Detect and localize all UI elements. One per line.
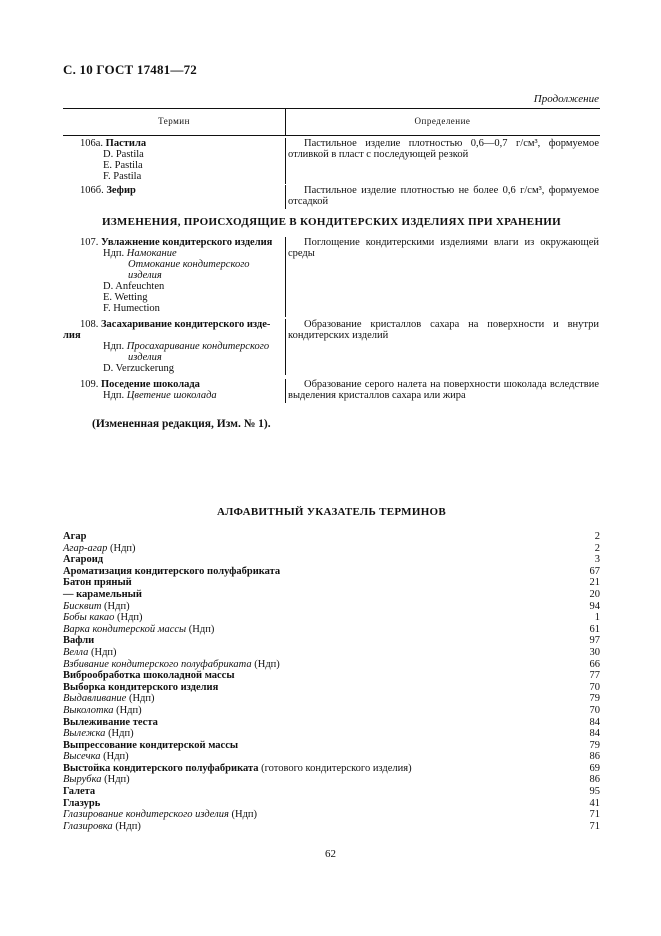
definition-cell <box>285 319 599 375</box>
index-page-ref: 69 <box>589 762 600 774</box>
index-page-ref: 41 <box>589 797 600 809</box>
index-term <box>63 728 134 740</box>
index-term <box>63 624 214 636</box>
index-page-ref: 84 <box>589 728 600 740</box>
index-page-ref: 95 <box>589 786 600 798</box>
term-number: 109. <box>80 379 99 390</box>
index-term <box>63 751 129 763</box>
index-row <box>63 647 600 659</box>
index-term <box>63 670 235 682</box>
index-row <box>63 531 600 543</box>
index-page-ref: 2 <box>594 531 600 542</box>
index-term-suffix: (Ндп) <box>113 704 142 716</box>
index-term <box>63 554 103 566</box>
ndp-label: Ндп. <box>103 390 125 401</box>
definition-text: Образование серого налета на поверхности шоколада вследствие выделения кристаллов сахара или жира <box>288 379 599 401</box>
index-term-text: Вафли <box>63 635 95 647</box>
term-entry-109 <box>63 379 600 403</box>
index-term-suffix: (Ндп) <box>228 809 258 821</box>
index-term-text: Бобы какао <box>63 612 115 624</box>
term-name-continued: лия <box>63 330 81 341</box>
index-row <box>63 635 600 647</box>
definition-cell <box>285 185 599 209</box>
index-term-suffix: (Ндп) <box>186 623 215 635</box>
index-term <box>63 543 136 555</box>
definition-text: Поглощение кондитерскими изделиями влаги из окружающей среды <box>288 237 599 259</box>
index-row <box>63 705 600 717</box>
page-header: С. 10 ГОСТ 17481—72 <box>63 62 197 77</box>
index-term-suffix: (Ндп) <box>101 600 130 612</box>
term-name: Засахаривание кондитерского изде- <box>101 319 271 330</box>
term-entry-107 <box>63 237 600 317</box>
index-term-text: Батон пряный <box>63 577 132 589</box>
index-term-suffix: (Ндп) <box>101 774 130 786</box>
index-term <box>63 566 280 578</box>
amendment-note: (Измененная редакция, Изм. № 1). <box>92 418 271 430</box>
index-term-text: Варка кондитерской массы <box>63 623 187 635</box>
term-cell <box>63 237 281 314</box>
index-page-ref: 71 <box>589 809 600 821</box>
term-name: Зефир <box>106 185 136 196</box>
index-row <box>63 740 600 752</box>
index-page-ref: 1 <box>594 612 600 624</box>
index-row <box>63 763 600 775</box>
index-term-text: Ароматизация кондитерского полуфабриката <box>63 565 281 577</box>
index-term <box>63 601 130 613</box>
index-page-ref: 97 <box>589 635 600 647</box>
index-term-text: Взбивание кондитерского полуфабриката <box>63 658 252 670</box>
index-term-text: Вылеживание теста <box>63 716 158 728</box>
index-page-ref: 21 <box>589 577 600 589</box>
index-page-ref: 86 <box>589 774 600 786</box>
term-cell <box>63 379 281 401</box>
index-term-text: Выпрессование кондитерской массы <box>63 739 239 751</box>
index-page-ref: 70 <box>589 681 600 693</box>
index-row <box>63 577 600 589</box>
index-term-suffix: (Ндп) <box>126 693 155 705</box>
foreign-term: D. Anfeuchten <box>103 281 165 292</box>
index-term <box>63 612 143 624</box>
index-term-text: Агар <box>63 531 87 542</box>
ndp-term: изделия <box>128 270 162 281</box>
index-term-text: Выстойка кондитерского полуфабриката <box>63 762 259 774</box>
index-term <box>63 577 132 589</box>
index-term-text: Выборка кондитерского изделия <box>63 681 219 693</box>
term-name: Поседение шоколада <box>101 379 200 390</box>
definition-cell <box>285 138 599 184</box>
index-term-text: Галета <box>63 786 96 798</box>
term-name: Увлажнение кондитерского изделия <box>101 237 273 248</box>
term-number: 106б. <box>80 185 104 196</box>
index-page-ref: 94 <box>589 600 600 612</box>
index-row <box>63 717 600 729</box>
term-cell <box>63 185 281 196</box>
index-term <box>63 821 141 833</box>
index-row <box>63 798 600 810</box>
index-term-text: Глазировка <box>63 820 113 832</box>
definition-column-header: Определение <box>414 116 471 126</box>
ndp-term: Отмокание кондитерского <box>128 259 250 270</box>
foreign-term: F. Pastila <box>103 171 142 182</box>
index-page-ref: 66 <box>589 658 600 670</box>
index-row <box>63 612 600 624</box>
foreign-term: F. Humection <box>103 303 160 314</box>
index-term <box>63 647 117 659</box>
term-number: 107. <box>80 237 99 248</box>
index-term <box>63 717 158 729</box>
index-row <box>63 589 600 601</box>
index-row <box>63 774 600 786</box>
term-entry-106b <box>63 185 600 209</box>
index-row <box>63 751 600 763</box>
index-page-ref: 77 <box>589 670 600 682</box>
index-page-ref: 2 <box>594 542 600 554</box>
index-term <box>63 589 142 601</box>
index-term-text: Агар-агар <box>63 542 108 554</box>
index-term-text: Выколотка <box>63 704 114 716</box>
index-page-ref: 20 <box>589 588 600 600</box>
index-row <box>63 786 600 798</box>
term-entry-108 <box>63 319 600 375</box>
index-term-suffix: (готового кондитерского изделия) <box>258 762 412 774</box>
index-term <box>63 531 86 543</box>
index-term <box>63 682 218 694</box>
ndp-label: Ндп. <box>103 341 125 352</box>
term-column-header: Термин <box>158 116 190 126</box>
index-term-text: Бисквит <box>63 600 102 612</box>
index-page-ref: 71 <box>589 820 600 832</box>
index-page-ref: 61 <box>589 623 600 635</box>
index-term <box>63 798 100 810</box>
section-title: ИЗМЕНЕНИЯ, ПРОИСХОДЯЩИЕ В КОНДИТЕРСКИХ ИЗДЕЛИЯХ ПРИ ХРАНЕНИИ <box>101 216 562 228</box>
index-row <box>63 728 600 740</box>
index-term-suffix: (Ндп) <box>112 820 141 832</box>
index-term <box>63 809 257 821</box>
foreign-term: D. Verzuckerung <box>103 363 174 374</box>
table-header <box>63 108 600 136</box>
index-term-suffix: (Ндп) <box>105 728 134 740</box>
index-term-text: Вырубка <box>63 774 102 786</box>
index-row <box>63 693 600 705</box>
ndp-term: Цветение шоколада <box>126 390 217 401</box>
index-row <box>63 566 600 578</box>
index-term-text: Виброобработка шоколадной массы <box>63 670 235 682</box>
index-page-ref: 67 <box>589 565 600 577</box>
index-page-ref: 70 <box>589 704 600 716</box>
index-term <box>63 763 412 775</box>
definition-text: Пастильное изделие плотностью 0,6—0,7 г/см³, формуемое отливкой в пласт с последующей резкой <box>288 138 599 160</box>
index-term-text: Глазурь <box>63 797 101 809</box>
ndp-label: Ндп. <box>103 248 125 259</box>
index-term-text: Вылежка <box>63 728 106 740</box>
index-row <box>63 624 600 636</box>
definition-text: Пастильное изделие плотностью не более 0,6 г/см³, формуемое отсадкой <box>288 185 599 207</box>
index-term-suffix: (Ндп) <box>100 751 129 763</box>
index-term-suffix: (Ндп) <box>88 646 117 658</box>
ndp-term: изделия <box>128 352 162 363</box>
index-row <box>63 682 600 694</box>
index-term <box>63 659 280 671</box>
definition-text: Образование кристаллов сахара на поверхности и внутри кондитерских изделий <box>288 319 599 341</box>
ndp-term: Просахаривание кондитерского <box>126 341 270 352</box>
index-term-text: Глазирование кондитерского изделия <box>63 809 229 821</box>
index-term <box>63 774 130 786</box>
index-row <box>63 543 600 555</box>
index-row <box>63 670 600 682</box>
term-cell <box>63 138 281 182</box>
index-term <box>63 693 155 705</box>
index-page-ref: 84 <box>589 716 600 728</box>
index-term-text: Агароид <box>63 554 104 566</box>
index-row <box>63 554 600 566</box>
index-title: АЛФАВИТНЫЙ УКАЗАТЕЛЬ ТЕРМИНОВ <box>216 506 447 518</box>
term-number: 108. <box>80 319 99 330</box>
continuation-label: Продолжение <box>533 93 599 105</box>
index-page-ref: 86 <box>589 751 600 763</box>
index-term-text: Высечка <box>63 751 101 763</box>
foreign-term: D. Pastila <box>103 149 144 160</box>
index-term-text: Выдавливание <box>63 693 127 705</box>
ndp-term: Намокание <box>126 248 177 259</box>
index-term-suffix: (Ндп) <box>114 612 143 624</box>
index-term-suffix: (Ндп) <box>107 542 136 554</box>
index-row <box>63 601 600 613</box>
index-row <box>63 659 600 671</box>
index-term <box>63 740 238 752</box>
index-page-ref: 79 <box>589 693 600 705</box>
index-term <box>63 786 95 798</box>
foreign-term: E. Pastila <box>103 160 143 171</box>
index-page-ref: 3 <box>594 554 600 566</box>
index-term-text: Велла <box>63 646 89 658</box>
index-term-text: — карамельный <box>63 588 142 600</box>
index-page-ref: 79 <box>589 739 600 751</box>
term-entry-106a <box>63 138 600 184</box>
index-term <box>63 635 94 647</box>
index-page-ref: 30 <box>589 646 600 658</box>
alphabetical-index <box>63 531 600 832</box>
definition-cell <box>285 379 599 403</box>
term-cell <box>63 319 281 374</box>
index-term <box>63 705 142 717</box>
index-row <box>63 821 600 833</box>
term-name: Пастила <box>105 138 147 149</box>
page-number: 62 <box>325 848 336 860</box>
term-number: 106а. <box>80 138 104 149</box>
index-row <box>63 809 600 821</box>
definition-cell <box>285 237 599 317</box>
foreign-term: E. Wetting <box>103 292 148 303</box>
index-term-suffix: (Ндп) <box>251 658 280 670</box>
